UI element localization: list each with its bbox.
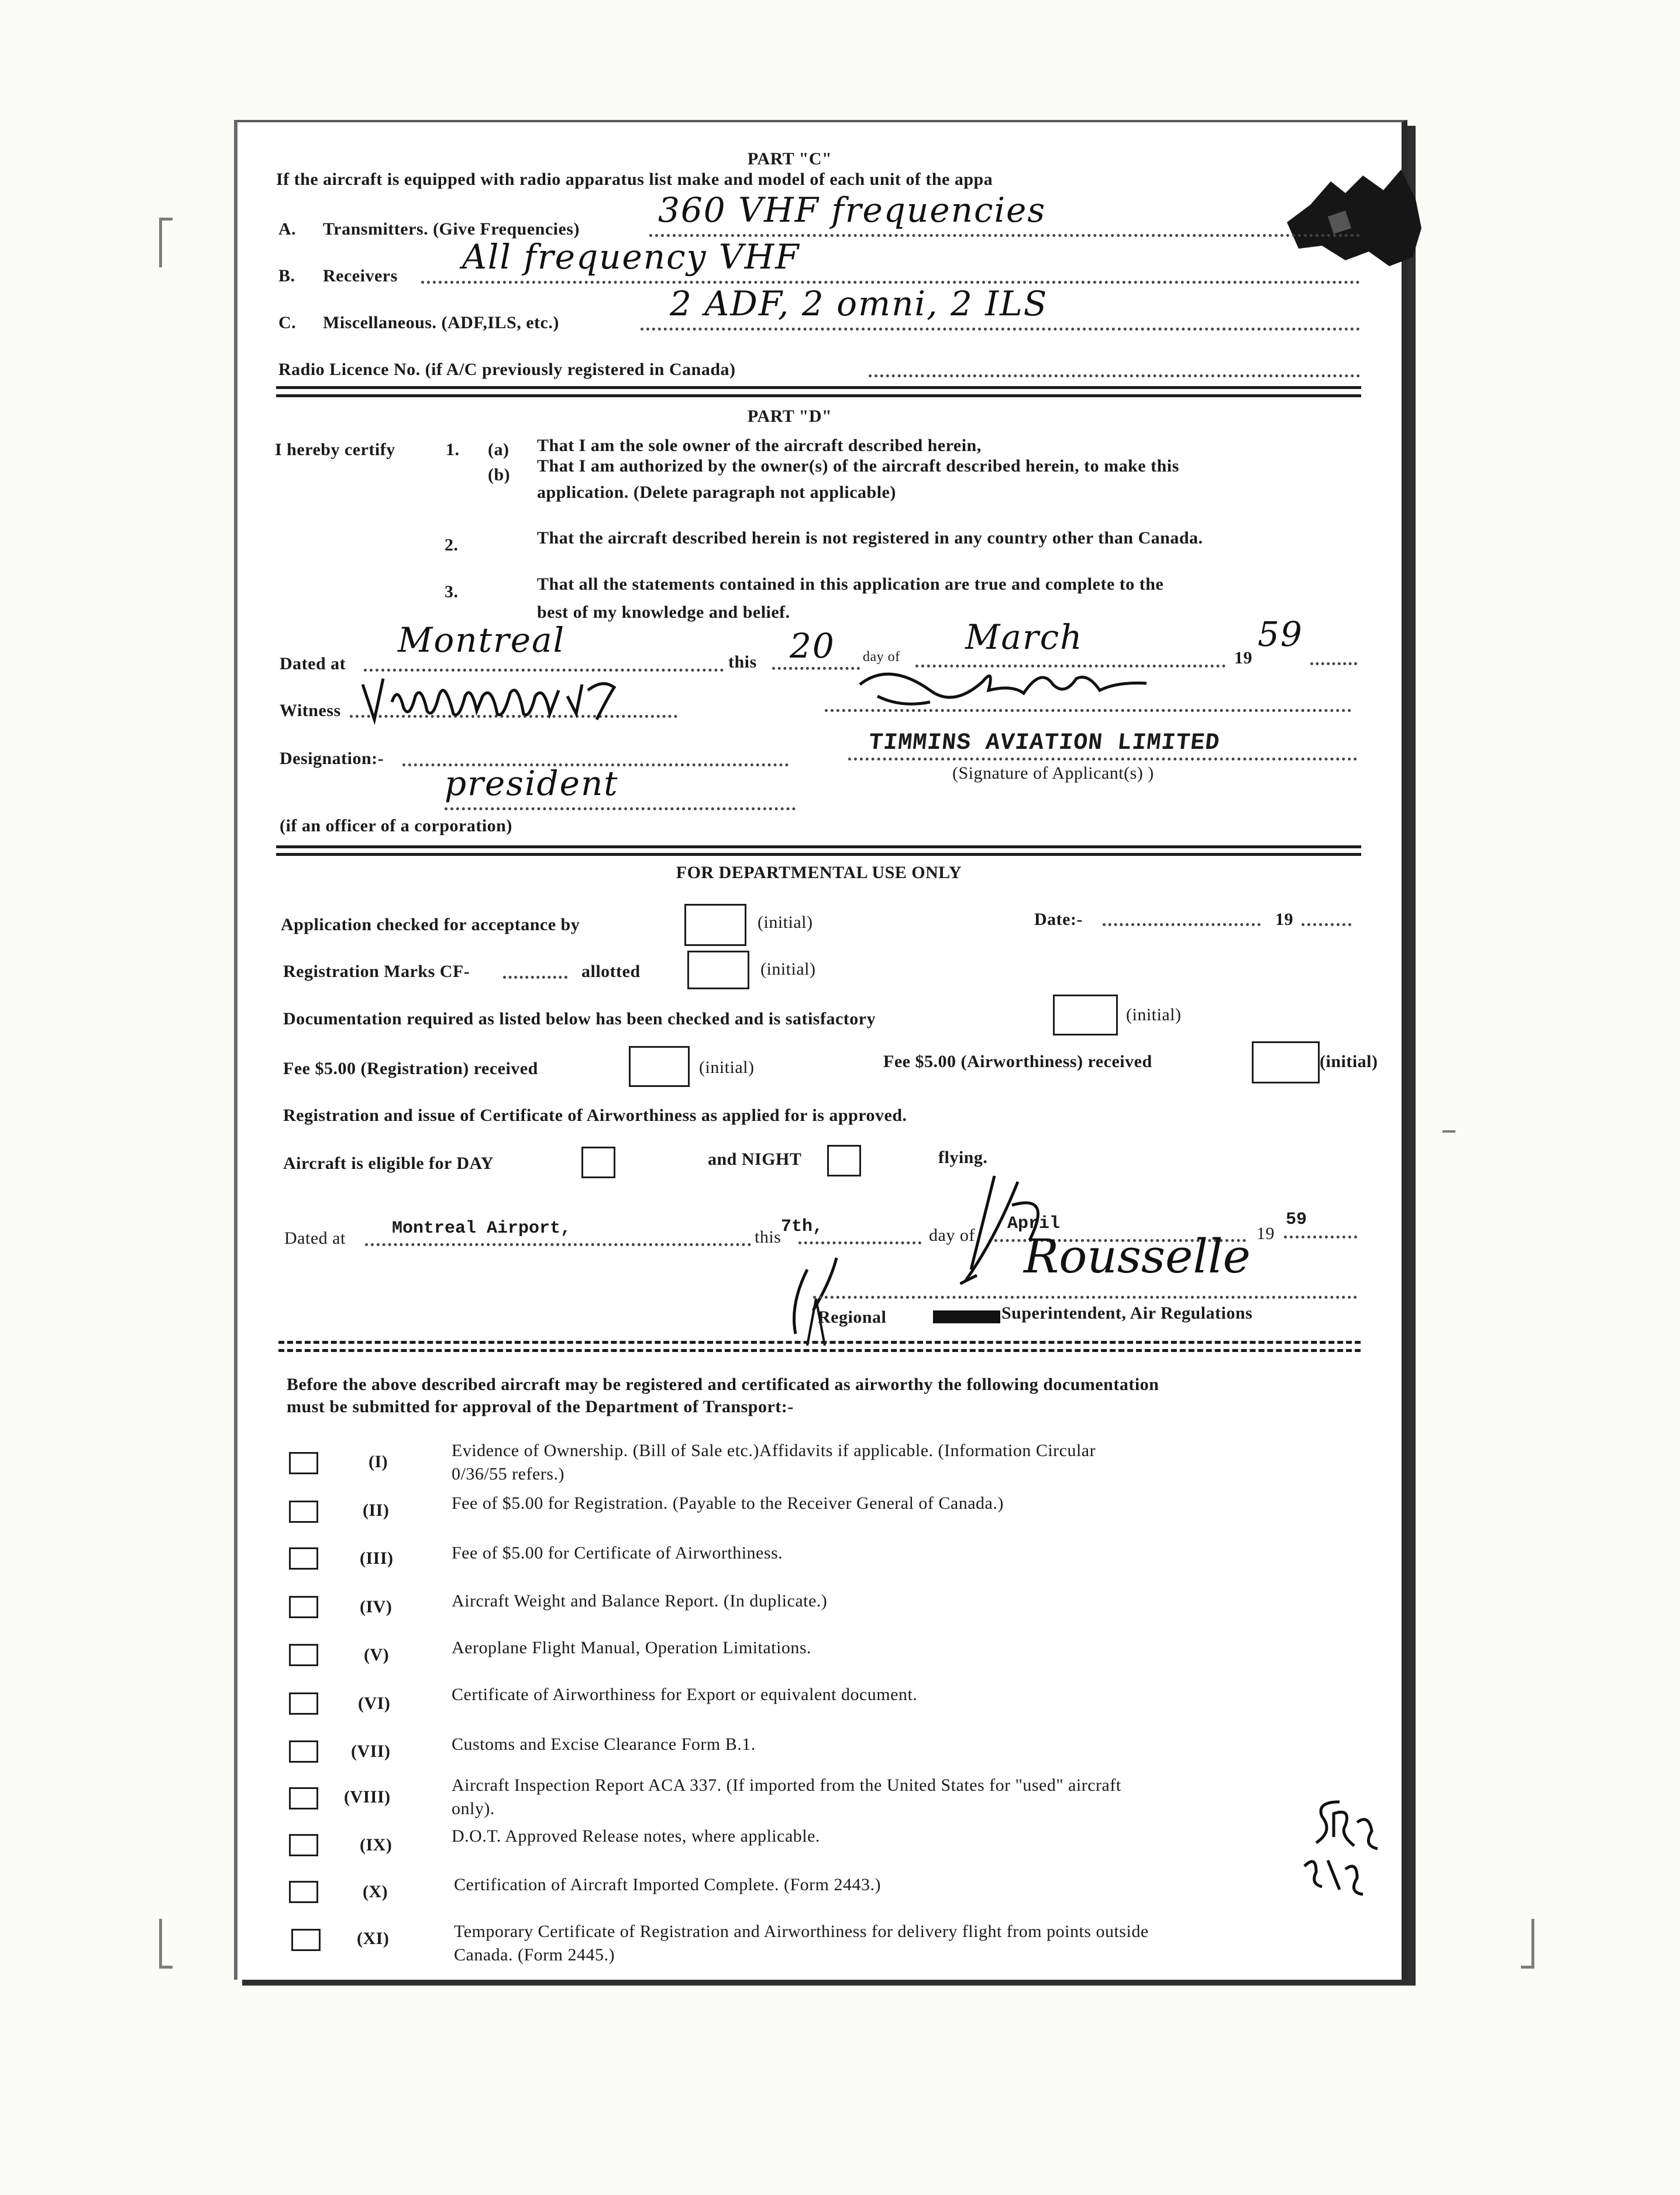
month-value[interactable]: March <box>965 617 1083 657</box>
part-d-heading: PART "D" <box>747 407 832 426</box>
dated-at-value[interactable]: Montreal <box>398 620 566 660</box>
company-line <box>848 758 1357 761</box>
documentation-label: Documentation required as listed below has been checked and is satisfactory <box>283 1009 876 1028</box>
receivers-label: Receivers <box>323 266 398 285</box>
fee-airworthiness-label: Fee $5.00 (Airworthiness) received <box>883 1052 1152 1071</box>
scan-edge-mark <box>1443 1130 1455 1133</box>
and-night-label: and NIGHT <box>708 1150 802 1169</box>
item-text-line1: Fee of $5.00 for Registration. (Payable to the Receiver General of Canada.) <box>452 1494 1004 1513</box>
receivers-value[interactable]: All frequency VHF <box>462 237 800 277</box>
date-label: Date:- <box>1034 910 1083 929</box>
designation-value[interactable]: president <box>445 763 619 803</box>
initial-label: (initial) <box>760 959 816 979</box>
witness-label: Witness <box>280 701 341 720</box>
superintendent-title: Superintendent, Air Regulations <box>1001 1303 1253 1323</box>
date-year-line <box>1302 923 1351 926</box>
dept-month-value: April <box>1007 1214 1061 1234</box>
fee-registration-initial-box[interactable] <box>629 1046 690 1087</box>
application-checked-label: Application checked for acceptance by <box>281 915 580 934</box>
fee-registration-label: Fee $5.00 (Registration) received <box>283 1059 538 1078</box>
scan-corner-mark <box>159 218 173 267</box>
dept-year-value: 59 <box>1286 1210 1307 1230</box>
scan-corner-mark <box>159 1919 173 1969</box>
item-3-text-line1: That all the statements contained in this application are true and complete to the <box>537 574 1164 594</box>
miscellaneous-value[interactable]: 2 ADF, 2 omni, 2 ILS <box>670 284 1048 324</box>
item-number: (IX) <box>360 1835 393 1855</box>
item-checkbox[interactable] <box>289 1644 318 1666</box>
applicant-signature[interactable] <box>842 649 1193 720</box>
officer-line <box>445 807 796 810</box>
section-divider <box>276 845 1361 848</box>
item-1b-text-line2: application. (Delete paragraph not applicable) <box>537 483 896 502</box>
departmental-heading: FOR DEPARTMENTAL USE ONLY <box>676 863 962 882</box>
struck-out-word <box>933 1310 1000 1323</box>
miscellaneous-label: Miscellaneous. (ADF,ILS, etc.) <box>323 313 559 332</box>
item-number: (VII) <box>351 1742 391 1761</box>
radio-licence-field-line[interactable] <box>869 374 1360 377</box>
documentation-initial-box[interactable] <box>1053 995 1118 1035</box>
item-text-line2: only). <box>452 1799 495 1818</box>
item-1-number: 1. <box>446 440 460 459</box>
item-text-line1: Certificate of Airworthiness for Export or equivalent document. <box>452 1685 918 1704</box>
scan-corner-mark <box>1521 1919 1534 1969</box>
receivers-letter: B. <box>278 266 295 285</box>
item-number: (IV) <box>360 1597 393 1616</box>
signature-caption: (Signature of Applicant(s) ) <box>952 763 1154 783</box>
section-divider <box>276 394 1361 397</box>
superintendent-signature-text <box>913 1243 919 1244</box>
item-checkbox[interactable] <box>289 1834 318 1856</box>
transmitters-value[interactable]: 360 VHF frequencies <box>658 190 1046 230</box>
day-of-label: day of <box>863 649 900 665</box>
requirements-intro-line2: must be submitted for approval of the Department of Transport:- <box>287 1397 794 1416</box>
item-text-line1: Fee of $5.00 for Certificate of Airworthiness. <box>452 1543 783 1563</box>
requirements-intro-line1: Before the above described aircraft may be registered and certificated as airworthy the following documentation <box>287 1375 1159 1394</box>
item-text-line1: Temporary Certificate of Registration and Airworthiness for delivery flight from points outside <box>454 1922 1149 1941</box>
dept-dated-at-value: Montreal Airport, <box>392 1219 572 1238</box>
section-divider <box>278 1341 1361 1344</box>
dept-this-label: this <box>755 1227 782 1247</box>
miscellaneous-field-line <box>641 328 1360 331</box>
item-checkbox[interactable] <box>289 1881 318 1903</box>
item-3-number: 3. <box>445 582 459 601</box>
item-text-line1: Customs and Excise Clearance Form B.1. <box>452 1735 756 1754</box>
item-number: (XI) <box>357 1929 390 1948</box>
section-divider <box>276 853 1361 856</box>
item-number: (X) <box>363 1882 388 1901</box>
item-2-text: That the aircraft described herein is not registered in any country other than Canada. <box>537 528 1203 548</box>
item-number: (II) <box>363 1501 390 1520</box>
part-c-intro: If the aircraft is equipped with radio apparatus list make and model of each unit of the appa <box>276 170 993 189</box>
dept-day-value: 7th, <box>781 1217 824 1237</box>
part-c-heading: PART "C" <box>747 149 832 168</box>
approval-text: Registration and issue of Certificate of Airworthiness as applied for is approved. <box>283 1106 907 1125</box>
dated-at-label: Dated at <box>280 654 346 673</box>
allotted-label: allotted <box>581 962 641 981</box>
item-1a-text: That I am the sole owner of the aircraft described herein, <box>537 436 982 455</box>
witness-signature[interactable] <box>357 661 673 731</box>
item-checkbox[interactable] <box>289 1692 318 1715</box>
item-number: (III) <box>360 1549 394 1568</box>
day-checkbox[interactable] <box>581 1147 615 1178</box>
transmitters-letter: A. <box>278 219 297 239</box>
item-text-line1: Aircraft Weight and Balance Report. (In duplicate.) <box>452 1591 828 1611</box>
initial-label: (initial) <box>758 913 813 932</box>
day-value[interactable]: 20 <box>790 626 835 666</box>
this-label: this <box>728 652 757 672</box>
date-line[interactable] <box>1103 923 1261 926</box>
item-checkbox[interactable] <box>289 1740 318 1763</box>
item-checkbox[interactable] <box>289 1452 318 1474</box>
officer-note: (if an officer of a corporation) <box>280 816 512 835</box>
certify-label: I hereby certify <box>275 440 395 459</box>
eligible-day-label: Aircraft is eligible for DAY <box>283 1154 494 1173</box>
fee-airworthiness-initial-box[interactable] <box>1252 1041 1320 1083</box>
initial-label: (initial) <box>1126 1005 1182 1024</box>
year-prefix: 19 <box>1234 648 1252 668</box>
item-number: (I) <box>369 1452 388 1471</box>
dept-day-of-label: day of <box>929 1226 975 1245</box>
item-checkbox[interactable] <box>291 1929 321 1951</box>
item-1b-text-line1: That I am authorized by the owner(s) of the aircraft described herein, to make this <box>537 456 1179 476</box>
flying-label: flying. <box>938 1148 988 1167</box>
initial-label: (initial) <box>1320 1052 1378 1071</box>
item-checkbox[interactable] <box>289 1787 318 1809</box>
item-number: (VIII) <box>344 1787 391 1807</box>
regional-label: Regional <box>818 1308 887 1327</box>
initial-label: (initial) <box>699 1058 755 1077</box>
item-3-text-line2: best of my knowledge and belief. <box>537 603 790 622</box>
torn-paper-corner <box>1275 158 1427 275</box>
dept-dated-at-line <box>365 1243 751 1246</box>
dept-year-prefix: 19 <box>1256 1224 1275 1243</box>
item-1a-letter: (a) <box>488 440 509 459</box>
dept-dated-at-label: Dated at <box>284 1229 346 1248</box>
section-divider <box>276 386 1361 389</box>
item-text-line1: D.O.T. Approved Release notes, where applicable. <box>452 1826 820 1846</box>
date-year-prefix: 19 <box>1275 910 1293 929</box>
svg-text:Rousselle: Rousselle <box>1024 1229 1251 1284</box>
designation-label: Designation:- <box>280 749 384 768</box>
item-checkbox[interactable] <box>289 1547 318 1570</box>
item-text-line1: Certification of Aircraft Imported Complete. (Form 2443.) <box>454 1875 881 1894</box>
company-stamp: TIMMINS AVIATION LIMITED <box>867 730 1221 756</box>
dept-signature-line <box>813 1296 1357 1299</box>
item-text-line1: Aeroplane Flight Manual, Operation Limitations. <box>452 1638 812 1657</box>
item-checkbox[interactable] <box>289 1501 318 1523</box>
item-text-line1: Aircraft Inspection Report ACA 337. (If imported from the United States for "used" aircraft <box>452 1776 1121 1795</box>
item-1b-letter: (b) <box>488 465 511 484</box>
section-divider <box>278 1349 1361 1352</box>
item-checkbox[interactable] <box>289 1596 318 1618</box>
item-2-number: 2. <box>445 535 459 555</box>
margin-initials <box>1299 1790 1392 1919</box>
year-value[interactable]: 59 <box>1258 614 1303 654</box>
allotted-initial-box[interactable] <box>687 951 749 989</box>
item-text-line1: Evidence of Ownership. (Bill of Sale etc.)Affidavits if applicable. (Information Circular <box>452 1441 1096 1460</box>
item-text-line2: 0/36/55 refers.) <box>452 1464 564 1484</box>
registration-marks-line[interactable] <box>503 976 567 979</box>
item-number: (V) <box>364 1645 390 1664</box>
year-line <box>1310 662 1357 665</box>
superintendent-signature <box>772 1170 1310 1357</box>
item-text-line2: Canada. (Form 2445.) <box>454 1945 615 1965</box>
checked-initial-box[interactable] <box>684 904 746 946</box>
miscellaneous-letter: C. <box>278 313 297 332</box>
registration-marks-label: Registration Marks CF- <box>283 962 470 981</box>
transmitters-label: Transmitters. (Give Frequencies) <box>323 219 580 239</box>
item-number: (VI) <box>358 1694 391 1713</box>
radio-licence-label: Radio Licence No. (if A/C previously registered in Canada) <box>278 360 736 379</box>
